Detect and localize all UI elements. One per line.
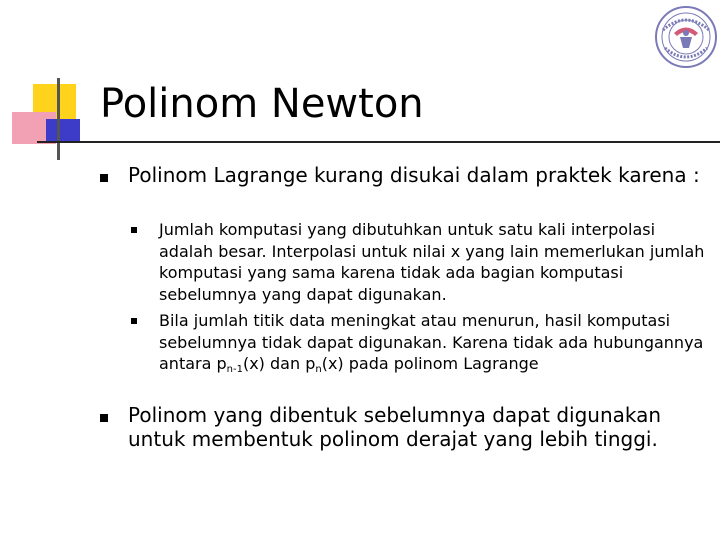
sub-bullet-text-part: Bila jumlah titik data meningkat atau menurun, hasil komputasi sebelumnya tidak dapat digunakan. Karena tidak ada hubungannya antara p: [159, 311, 704, 373]
bullet-text: Polinom Lagrange kurang disukai dalam praktek karena :: [128, 163, 700, 187]
title-underline: [37, 141, 720, 143]
sub-bullet-text: [159, 310, 707, 375]
bullet-marker: [100, 414, 108, 422]
sub-bullet-text-part: (x) pada polinom Lagrange: [321, 354, 539, 373]
subscript: n: [315, 364, 322, 375]
sub-bullet-text: Jumlah komputasi yang dibutuhkan untuk satu kali interpolasi adalah besar. Interpolasi untuk nilai x yang lain memerlukan jumlah komputasi yang sama karena tidak ada bagian komputasi sebelumnya yang dapat digunakan.: [159, 220, 705, 304]
university-logo: [655, 6, 717, 68]
sub-bullet-marker: [131, 227, 137, 233]
bullet-marker: [100, 174, 108, 182]
decor-blue-rectangle: [46, 119, 80, 141]
slide-title: Polinom Newton: [100, 81, 424, 127]
sub-bullet-text-part: (x) dan p: [242, 354, 316, 373]
bullet-text: Polinom yang dibentuk sebelumnya dapat digunakan untuk membentuk polinom derajat yang lebih tinggi.: [128, 403, 662, 451]
decor-vertical-line: [57, 78, 60, 160]
subscript: n-1: [226, 364, 243, 375]
sub-bullet-marker: [131, 318, 137, 324]
